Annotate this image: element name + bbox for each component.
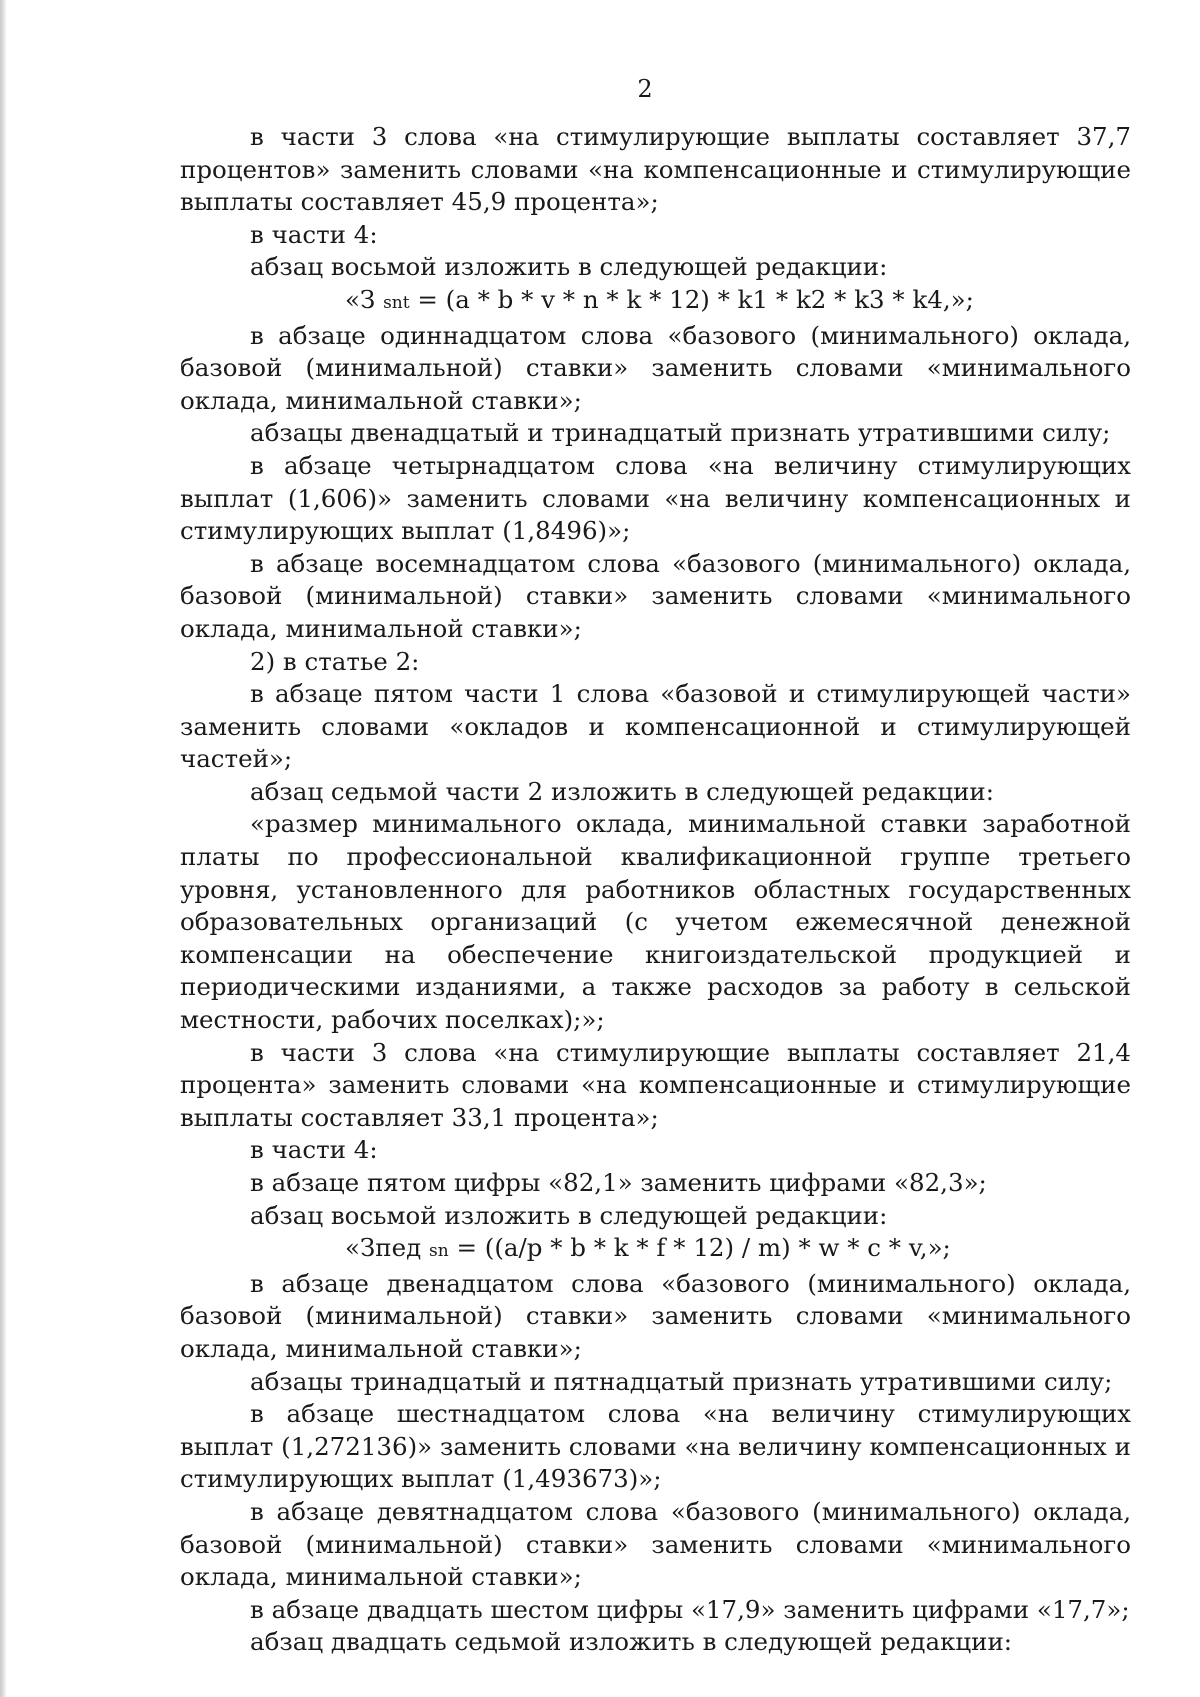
paragraph: в части 3 слова «на стимулирующие выплаты составляет 37,7 процентов» заменить словами «на компенсационные и стимулирующие выплаты составляет 45,9 процента»; <box>180 122 1131 217</box>
formula-body: = (a * b * v * n * k * 12) * k1 * k2 * k3 * k4,»; <box>409 284 974 314</box>
formula <box>180 1232 1131 1268</box>
paragraph: абзацы тринадцатый и пятнадцатый признать утратившими силу; <box>250 1366 1113 1396</box>
paragraph: абзац двадцать седьмой изложить в следующей редакции: <box>250 1627 1013 1657</box>
paragraph: в части 4: <box>250 219 378 249</box>
page-number: 2 <box>637 75 653 103</box>
paragraph: абзац седьмой части 2 изложить в следующей редакции: <box>250 776 995 806</box>
formula <box>180 284 1131 320</box>
paragraph: в абзаце шестнадцатом слова «на величину стимулирующих выплат (1,272136)» заменить словами «на величину компенсационных и стимулирующих выплат (1,493673)»; <box>180 1399 1131 1494</box>
formula-subscript: snt <box>383 292 410 313</box>
paragraph: в абзаце двенадцатом слова «базового (минимального) оклада, базовой (минимальной) ставки» заменить словами «минимального оклада, минимальной ставки»; <box>180 1268 1131 1363</box>
formula-subscript: sn <box>428 1241 449 1262</box>
paragraph: «размер минимального оклада, минимальной ставки заработной платы по профессиональной квалификационной группе третьего уровня, установленного для работников областных государственных образовательных организаций (с учетом ежемесячной денежной компенсации на обеспечение книгоиздательской продукцией и периодическими изданиями, а также расходов за работу в сельской местности, рабочих поселках);»; <box>180 809 1131 1035</box>
paragraph: в абзаце одиннадцатом слова «базового (минимального) оклада, базовой (минимальной) ставки» заменить словами «минимального оклада, минимальной ставки»; <box>180 320 1131 415</box>
formula-prefix: «Зпед <box>345 1233 422 1263</box>
paragraph: в части 3 слова «на стимулирующие выплаты составляет 21,4 процента» заменить словами «на компенсационные и стимулирующие выплаты составляет 33,1 процента»; <box>180 1037 1131 1132</box>
paragraph: абзац восьмой изложить в следующей редакции: <box>250 1200 888 1230</box>
document-body <box>180 121 1131 1659</box>
scan-edge <box>0 0 6 1697</box>
paragraph: в абзаце пятом цифры «82,1» заменить цифрами «82,3»; <box>250 1168 987 1197</box>
paragraph: в абзаце пятом части 1 слова «базовой и стимулирующей части» заменить словами «окладов и компенсационной и стимулирующей частей»; <box>180 679 1131 774</box>
paragraph: абзацы двенадцатый и тринадцатый признать утратившими силу; <box>250 418 1111 448</box>
paragraph: в части 4: <box>250 1135 378 1165</box>
formula-body: = ((a/p * b * k * f * 12) / m) * w * c * v,»; <box>448 1233 951 1263</box>
paragraph: в абзаце двадцать шестом цифры «17,9» заменить цифрами «17,7»; <box>250 1594 1130 1624</box>
paragraph: в абзаце четырнадцатом слова «на величину стимулирующих выплат (1,606)» заменить словами «на величину компенсационных и стимулирующих выплат (1,8496)»; <box>180 450 1131 546</box>
formula-prefix: «З <box>345 284 376 314</box>
paragraph: 2) в статье 2: <box>250 646 420 676</box>
paragraph: в абзаце девятнадцатом слова «базового (минимального) оклада, базовой (минимальной) ставки» заменить словами «минимального оклада, минимальной ставки»; <box>180 1496 1131 1592</box>
paragraph: в абзаце восемнадцатом слова «базового (минимального) оклада, базовой (минимальной) ставки» заменить словами «минимального оклада, минимальной ставки»; <box>180 548 1131 643</box>
paragraph: абзац восьмой изложить в следующей редакции: <box>250 252 888 282</box>
